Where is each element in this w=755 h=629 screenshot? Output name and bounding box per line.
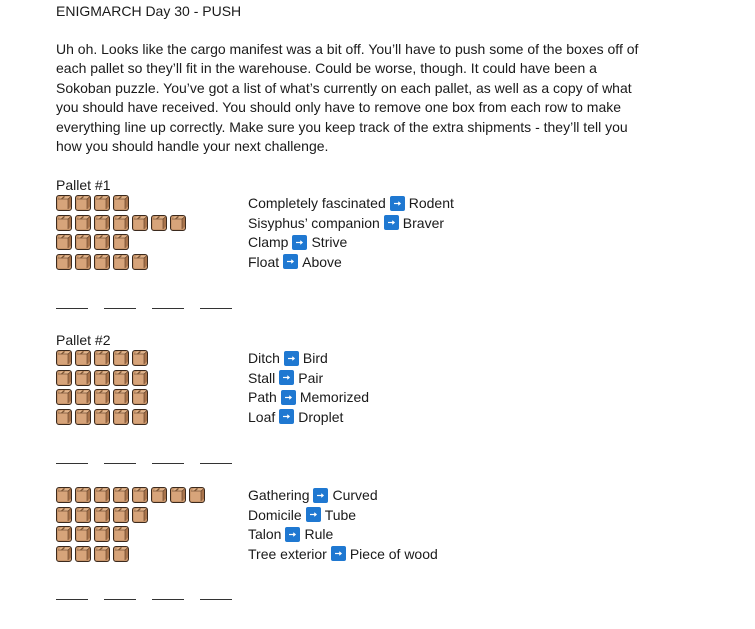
clue-row [248,369,323,387]
package-box-icon [151,215,167,231]
package-box-icon [56,487,72,503]
clue-to: Tube [324,506,357,523]
package-box-icon [94,350,110,366]
package-box-icon [56,234,72,250]
box-row [56,409,148,425]
package-box-icon [56,546,72,562]
package-box-icon [132,350,148,366]
package-box-icon [75,370,91,386]
package-box-icon [56,370,72,386]
answer-blank [104,598,136,600]
clue-to: Rule [304,526,334,542]
right-arrow-icon [292,235,307,250]
answer-blank [200,307,232,309]
box-row [56,507,148,523]
intro-paragraph [56,40,696,156]
intro-line: each pallet so they’ll fit in the warehouse. Could be worse, though. It could have been a [56,60,597,77]
box-row [56,350,148,366]
clue-from: Talon [248,526,282,542]
package-box-icon [75,507,91,523]
answer-blank [152,598,184,600]
package-box-icon [94,546,110,562]
clue-row [248,233,347,251]
package-box-icon [75,215,91,231]
clue-row [248,214,444,232]
package-box-icon [94,234,110,250]
package-box-icon [75,546,91,562]
intro-line: you should have received. You should only have to remove one box from each row to make [56,99,622,116]
package-box-icon [56,350,72,366]
package-box-icon [94,526,110,542]
package-box-icon [170,487,186,503]
answer-blank [200,598,232,600]
clue-row [248,525,333,543]
clue-from: Sisyphus’ companion [248,214,380,231]
clue-row [248,253,342,271]
right-arrow-icon [283,254,298,269]
package-box-icon [189,487,205,503]
clue-row [248,506,356,524]
package-box-icon [75,389,91,405]
clue-from: Stall [248,369,276,386]
answer-blank [152,462,184,464]
box-row [56,254,148,270]
box-row [56,195,129,211]
package-box-icon [75,254,91,270]
answer-blank [56,598,88,600]
clue-from: Clamp [248,234,289,250]
package-box-icon [113,350,129,366]
pallet-label: Pallet #2 [56,332,111,348]
clue-to: Rodent [408,195,454,211]
right-arrow-icon [331,546,346,561]
intro-line: Sokoban puzzle. You’ve got a list of what’s currently on each pallet, as well as a copy of what [56,79,632,96]
box-row [56,546,129,562]
package-box-icon [132,409,148,425]
package-box-icon [94,389,110,405]
answer-blank [200,462,232,464]
clue-from: Completely fascinated [248,195,386,211]
right-arrow-icon [279,370,294,385]
package-box-icon [75,350,91,366]
box-row [56,487,205,503]
clue-from: Domicile [248,506,302,523]
clue-row [248,388,369,406]
clue-to: Above [302,253,342,270]
right-arrow-icon [306,507,321,522]
box-row [56,526,129,542]
clue-row [248,408,343,426]
package-box-icon [113,195,129,211]
package-box-icon [151,487,167,503]
package-box-icon [94,409,110,425]
intro-line: everything line up correctly. Make sure you keep track of the extra shipments - they’ll tell you [56,118,628,135]
package-box-icon [56,195,72,211]
package-box-icon [113,254,129,270]
clue-to: Strive [311,234,348,250]
answer-blanks [56,307,232,309]
package-box-icon [132,389,148,405]
right-arrow-icon [284,351,299,366]
clue-to: Pair [298,369,324,386]
package-box-icon [113,487,129,503]
clue-to: Piece of wood [349,545,438,562]
package-box-icon [113,215,129,231]
box-row [56,370,148,386]
package-box-icon [75,526,91,542]
answer-blank [56,307,88,309]
package-box-icon [75,195,91,211]
answer-blanks [56,462,232,464]
clue-to: Bird [302,350,328,366]
package-box-icon [170,215,186,231]
clue-from: Ditch [248,350,280,366]
pallet-label: Pallet #1 [56,177,111,193]
package-box-icon [56,526,72,542]
clue-row [248,486,378,504]
clue-to: Memorized [299,389,370,405]
answer-blanks [56,598,232,600]
package-box-icon [75,234,91,250]
package-box-icon [113,526,129,542]
package-box-icon [56,507,72,523]
package-box-icon [94,507,110,523]
answer-blank [56,462,88,464]
package-box-icon [94,254,110,270]
clue-row [248,194,454,212]
package-box-icon [113,409,129,425]
intro-line: Uh oh. Looks like the cargo manifest was a bit off. You’ll have to push some of the boxes off of [56,41,639,57]
box-row [56,215,186,231]
clue-from: Gathering [248,487,310,503]
clue-from: Tree exterior [248,545,327,562]
answer-blank [104,462,136,464]
right-arrow-icon [384,215,399,230]
package-box-icon [132,487,148,503]
clue-row [248,545,438,563]
clue-from: Path [248,389,277,405]
package-box-icon [132,507,148,523]
right-arrow-icon [313,488,328,503]
answer-blank [152,307,184,309]
package-box-icon [75,409,91,425]
package-box-icon [113,234,129,250]
package-box-icon [56,389,72,405]
package-box-icon [94,370,110,386]
package-box-icon [56,215,72,231]
package-box-icon [132,370,148,386]
package-box-icon [132,254,148,270]
answer-blank [104,307,136,309]
intro-line: how you should handle your next challenge. [56,138,329,155]
right-arrow-icon [279,409,294,424]
package-box-icon [113,507,129,523]
package-box-icon [75,487,91,503]
box-row [56,389,148,405]
package-box-icon [94,195,110,211]
right-arrow-icon [390,196,405,211]
package-box-icon [56,254,72,270]
clue-from: Loaf [248,408,276,425]
package-box-icon [113,546,129,562]
page-title: ENIGMARCH Day 30 - PUSH [56,3,242,19]
package-box-icon [94,215,110,231]
package-box-icon [113,370,129,386]
box-row [56,234,129,250]
clue-from: Float [248,253,280,270]
package-box-icon [56,409,72,425]
package-box-icon [113,389,129,405]
package-box-icon [94,487,110,503]
right-arrow-icon [281,390,296,405]
package-box-icon [132,215,148,231]
clue-row [248,349,328,367]
clue-to: Droplet [298,408,344,425]
clue-to: Curved [332,487,378,503]
right-arrow-icon [285,527,300,542]
clue-to: Braver [402,214,445,231]
